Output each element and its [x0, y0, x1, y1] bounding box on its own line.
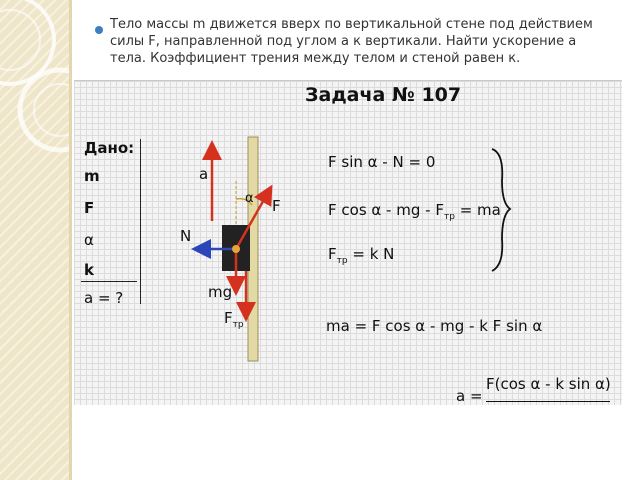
- given-find: a = ?: [84, 289, 124, 307]
- given-header: Дано:: [84, 139, 135, 157]
- equation-2: [328, 201, 501, 222]
- equation-3: [328, 245, 394, 266]
- decorative-sidebar: [0, 0, 72, 480]
- equation-3-sub: тр: [336, 256, 348, 266]
- equation-2-sub: тр: [443, 212, 455, 222]
- board-title: Задача № 107: [305, 84, 462, 106]
- force-diagram: [74, 81, 622, 405]
- equation-4: ma = F cos α - mg - k F sin α: [326, 317, 543, 335]
- sidebar-edge: [69, 0, 72, 480]
- given-item-F: F: [84, 199, 95, 217]
- answer-numerator: F(cos α - k sin α): [486, 375, 611, 393]
- problem-board: [74, 80, 622, 405]
- given-item-m: m: [84, 167, 100, 185]
- decorative-circles-icon: [0, 0, 72, 480]
- center-dot: [232, 245, 240, 253]
- given-item-alpha: α: [84, 231, 94, 249]
- given-item-k: k: [84, 261, 94, 279]
- equation-3-rhs: = k N: [347, 245, 395, 263]
- label-friction-F: F: [224, 309, 233, 327]
- equation-2-rhs: = ma: [454, 201, 501, 219]
- answer-fraction-line: [486, 401, 610, 402]
- label-N: N: [180, 227, 192, 245]
- equation-3-main: F: [328, 245, 337, 263]
- label-F: F: [272, 197, 281, 215]
- label-alpha: α: [245, 191, 254, 206]
- label-a: a: [199, 165, 209, 183]
- equation-2-main: F cos α - mg - F: [328, 201, 444, 219]
- label-friction-sub: тр: [232, 320, 244, 330]
- equation-1: F sin α - N = 0: [328, 153, 436, 171]
- label-friction: [224, 309, 244, 330]
- answer-lhs: a =: [456, 387, 483, 405]
- problem-text: Тело массы m движется вверх по вертикальной стене под действием силы F, направленной под углом а к вертикали. Найти ускорение а тела. Коэффициент трения между телом и стеной равен к.: [110, 17, 593, 66]
- label-mg: mg: [208, 283, 233, 301]
- bullet-icon: [95, 26, 103, 34]
